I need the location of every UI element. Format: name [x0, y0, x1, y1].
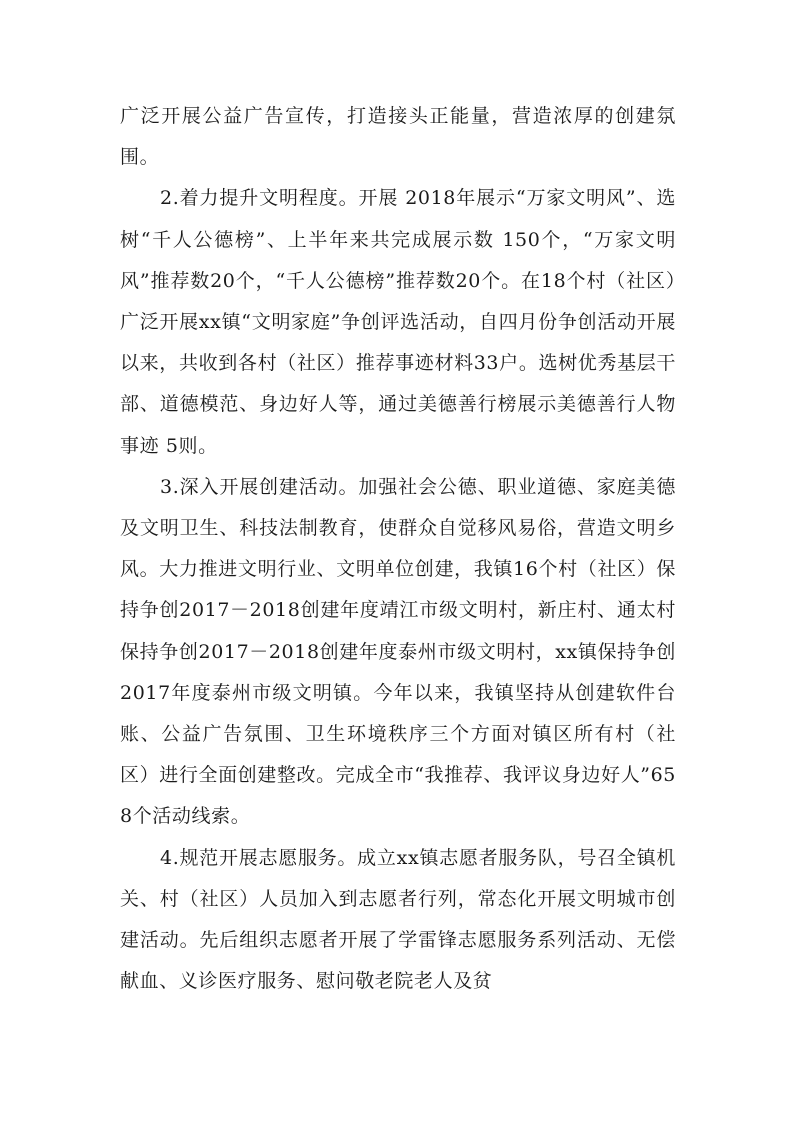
paragraph-volunteer-service: 4.规范开展志愿服务。成立xx镇志愿者服务队，号召全镇机关、村（社区）人员加入到志愿者行列，常态化开展文明城市创建活动。先后组织志愿者开展了学雷锋志愿服务系列活动、无偿献血、义诊医疗服务、慰问敬老院老人及贫 — [120, 846, 676, 993]
paragraph-continuation: 广泛开展公益广告宣传，打造接头正能量，营造浓厚的创建氛围。 — [120, 105, 676, 169]
document-body — [120, 96, 676, 1002]
paragraph-civilization-level: 2.着力提升文明程度。开展 2018年展示“万家文明风”、选树“千人公德榜”、上半年来共完成展示数 150个，“万家文明风”推荐数20个，“千人公德榜”推荐数20个。在18个村（社区）广泛开展xx镇“文明家庭”争创评选活动，自四月份争创活动开展以来，共收到各村（社区）推荐事迹材料33户。选树优秀基层干部、道德模范、身边好人等，通过美德善行榜展示美德善行人物事迹 5则。 — [120, 187, 676, 457]
paragraph-creation-activities: 3.深入开展创建活动。加强社会公德、职业道德、家庭美德及文明卫生、科技法制教育，使群众自觉移风易俗，营造文明乡风。大力推进文明行业、文明单位创建，我镇16个村（社区）保持争创2017－2018创建年度靖江市级文明村，新庄村、通太村保持争创2017－2018创建年度泰州市级文明村，xx镇保持争创2017年度泰州市级文明镇。今年以来，我镇坚持从创建软件台账、公益广告氛围、卫生环境秩序三个方面对镇区所有村（社区）进行全面创建整改。完成全市“我推荐、我评议身边好人”658个活动线索。 — [120, 475, 676, 828]
